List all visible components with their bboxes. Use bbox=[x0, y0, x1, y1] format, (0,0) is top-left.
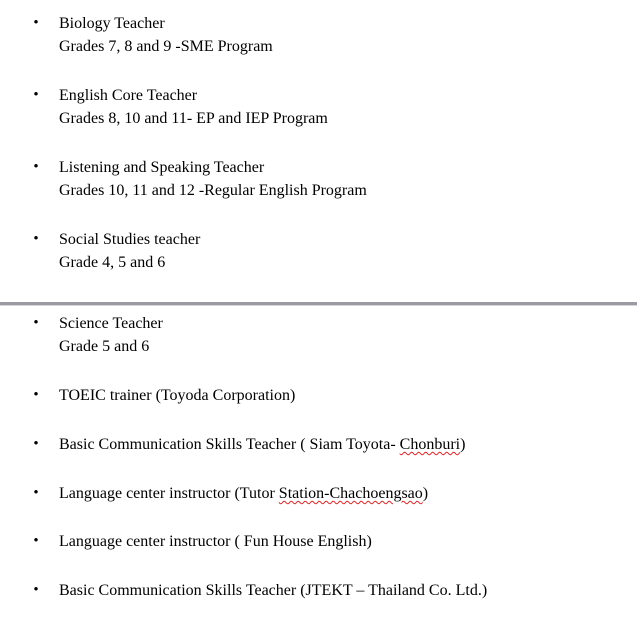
job-detail: Grade 5 and 6 bbox=[59, 338, 150, 355]
bullet-icon: • bbox=[33, 387, 39, 403]
bullet-icon: • bbox=[33, 231, 39, 247]
job-title: Biology Teacher bbox=[59, 15, 165, 32]
job-detail: Grades 7, 8 and 9 -SME Program bbox=[59, 38, 273, 55]
job-title bbox=[59, 482, 428, 505]
page-break-divider bbox=[0, 302, 637, 305]
bullet-icon: • bbox=[33, 582, 39, 598]
bullet-icon: • bbox=[33, 315, 39, 331]
bullet-icon: • bbox=[33, 159, 39, 175]
bullet-icon: • bbox=[33, 533, 39, 549]
job-title: Social Studies teacher bbox=[59, 231, 201, 248]
bullet-icon: • bbox=[33, 87, 39, 103]
job-title: Basic Communication Skills Teacher (JTEKT – Thailand Co. Ltd.) bbox=[59, 582, 488, 599]
spellcheck-flagged-word[interactable]: Chonburi bbox=[399, 436, 461, 453]
job-detail: Grade 4, 5 and 6 bbox=[59, 254, 166, 271]
job-detail: Grades 10, 11 and 12 -Regular English Program bbox=[59, 182, 367, 199]
job-title bbox=[59, 433, 465, 456]
job-title-text: ) bbox=[460, 436, 466, 453]
job-title: TOEIC trainer (Toyoda Corporation) bbox=[59, 387, 296, 404]
job-title: Listening and Speaking Teacher bbox=[59, 159, 265, 176]
job-title-text: Basic Communication Skills Teacher ( Siam Toyota- bbox=[59, 436, 400, 453]
job-title-text: ) bbox=[422, 485, 429, 502]
bullet-icon: • bbox=[33, 436, 39, 452]
job-detail: Grades 8, 10 and 11- EP and IEP Program bbox=[59, 110, 328, 127]
job-title: Science Teacher bbox=[59, 315, 163, 332]
job-title: English Core Teacher bbox=[59, 87, 198, 104]
job-title-text: Language center instructor (Tutor bbox=[59, 485, 279, 502]
bullet-icon: • bbox=[33, 485, 39, 501]
spellcheck-flagged-word[interactable]: Station-Chachoengsao bbox=[278, 485, 423, 502]
job-title: Language center instructor ( Fun House English) bbox=[59, 533, 372, 550]
bullet-icon: • bbox=[33, 15, 39, 31]
